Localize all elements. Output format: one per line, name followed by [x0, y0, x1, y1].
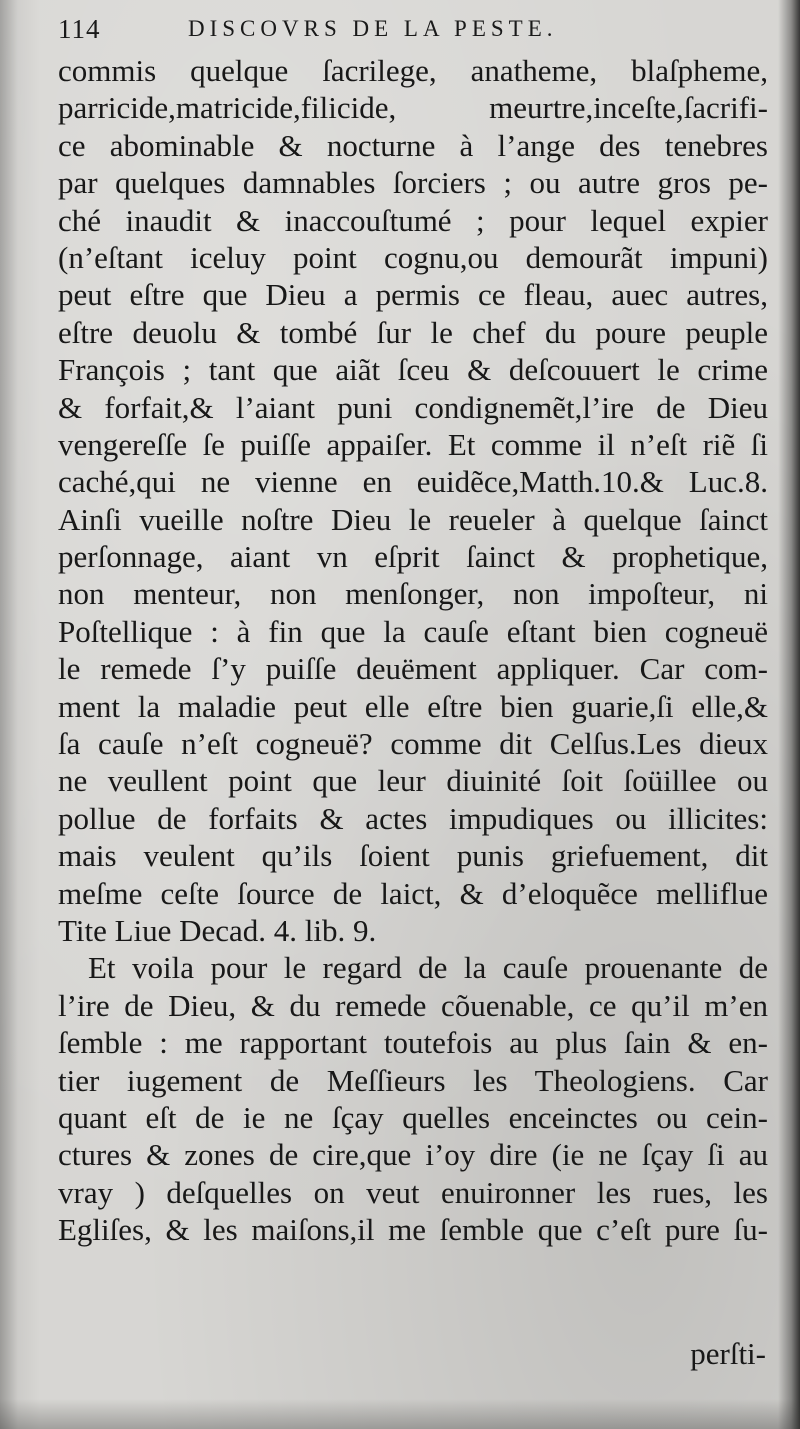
text-line: Ainſi vueille noſtre Dieu le reueler à quelque ſainct — [58, 501, 768, 537]
text-line: mais veulent qu’ils ſoient punis griefuement, dit — [58, 838, 768, 874]
text-line: ché inaudit & inaccouſtumé ; pour lequel expier — [58, 202, 768, 238]
text-line: pollue de forfaits & actes impudiques ou illicites: — [58, 800, 768, 836]
text-line: commis quelque ſacrilege, anatheme, blaſpheme, — [58, 53, 768, 88]
text-line: ment la maladie peut elle eſtre bien guarie,ſi elle,& — [58, 688, 768, 724]
paragraph-end-line: Tite Liue Decad. 4. lib. 9. — [58, 912, 377, 948]
text-line: par quelques damnables ſorciers ; ou autre gros pe- — [58, 165, 768, 201]
text-line: quant eſt de ie ne ſçay quelles enceinctes ou cein- — [58, 1099, 768, 1135]
paragraph-start-line: Et voila pour le regard de la cauſe prouenante de — [88, 950, 768, 986]
page-number: 114 — [58, 14, 101, 44]
text-line: eſtre deuolu & tombé ſur le chef du poure peuple — [58, 314, 768, 350]
text-line: ne veullent point que leur diuinité ſoit ſoüillee ou — [58, 763, 768, 799]
page-bottom-edge — [0, 1399, 800, 1429]
text-line: l’ire de Dieu, & du remede cõuenable, ce qu’il m’en — [58, 987, 768, 1023]
text-line: ſemble : me rapportant toutefois au plus ſain & en- — [58, 1025, 768, 1061]
text-line: peut eſtre que Dieu a permis ce fleau, auec autres, — [58, 277, 768, 313]
text-line: & forfait,& l’aiant puni condignemẽt,l’ire de Dieu — [58, 389, 768, 425]
text-line: ctures & zones de cire,que i’oy dire (ie ne ſçay ſi au — [58, 1137, 768, 1173]
running-head — [58, 14, 758, 48]
page-edge-shadow — [778, 0, 800, 1429]
text-line: vray ) deſquelles on veut enuironner les rues, les — [58, 1174, 768, 1210]
text-line: perſonnage, aiant vn eſprit ſainct & prophetique, — [58, 539, 768, 575]
text-line: ce abominable & nocturne à l’ange des tenebres — [58, 127, 768, 163]
text-line: (n’eſtant iceluy point cognu,ou demourãt impuni) — [58, 239, 768, 275]
text-line: ſa cauſe n’eſt cogneuë? comme dit Celſus.Les dieux — [58, 726, 768, 762]
body-text — [58, 52, 768, 1249]
text-line: vengereſſe ſe puiſſe appaiſer. Et comme il n’eſt riẽ ſi — [58, 426, 768, 462]
text-line: parricide,matricide,filicide, meurtre,inceſte,ſacrifi- — [58, 90, 768, 126]
text-line: caché,qui ne vienne en euidẽce,Matth.10.& Luc.8. — [58, 464, 768, 500]
text-line: tier iugement de Meſſieurs les Theologiens. Car — [58, 1062, 768, 1098]
text-line: non menteur, non menſonger, non impoſteur, ni — [58, 576, 768, 612]
text-line: meſme ceſte ſource de laict, & d’eloquẽce melliflue — [58, 875, 768, 911]
running-title: DISCOVRS DE LA PESTE. — [188, 16, 558, 41]
catchword: perſti- — [690, 1336, 766, 1371]
text-line: François ; tant que aiãt ſceu & deſcouuert le crime — [58, 352, 768, 388]
text-line: le remede ſ’y puiſſe deuëment appliquer. Car com- — [58, 651, 768, 687]
text-line: Egliſes, & les maiſons,il me ſemble que c’eſt pure ſu- — [58, 1212, 768, 1248]
text-line: Poſtellique : à fin que la cauſe eſtant bien cogneuë — [58, 613, 768, 649]
